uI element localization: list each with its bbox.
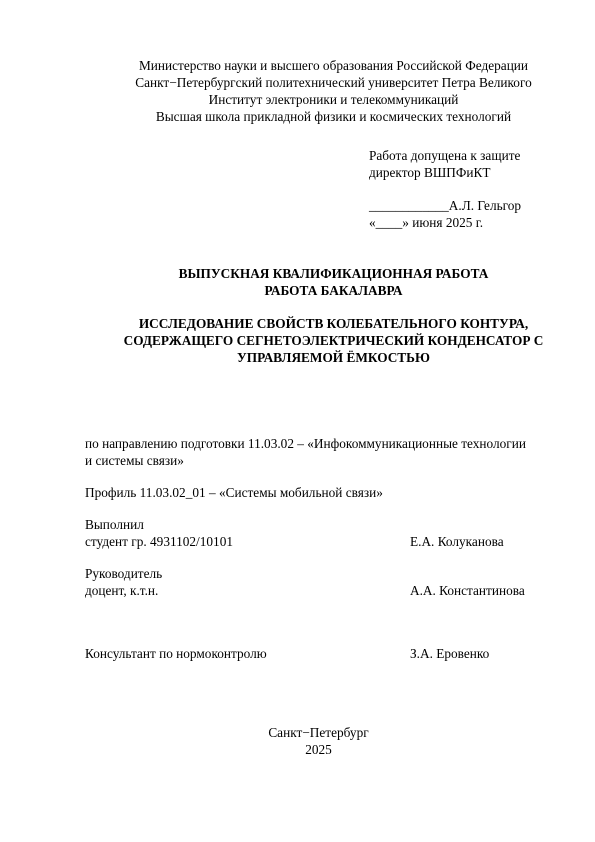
profile-text: Профиль 11.03.02_01 – «Системы мобильной связи» [85, 485, 383, 500]
approval-line: Работа допущена к защите [369, 148, 521, 163]
approval-block [369, 148, 579, 231]
director-title: директор ВШПФиКТ [369, 165, 491, 180]
supervisor-position: доцент, к.т.н. [85, 583, 159, 598]
author-position: студент гр. 4931102/10101 [85, 534, 233, 549]
direction-line-1: по направлению подготовки 11.03.02 – «Инфокоммуникационные технологии [85, 436, 526, 451]
author-name: Е.А. Колуканова [410, 534, 504, 549]
consultant-role: Консультант по нормоконтролю [85, 646, 267, 661]
organization-header [36, 58, 595, 125]
work-type-subtitle: РАБОТА БАКАЛАВРА [264, 283, 403, 298]
study-direction [85, 436, 565, 469]
author-block [85, 517, 233, 550]
university-name: Санкт−Петербургский политехнический университет Петра Великого [135, 75, 532, 90]
supervisor-block [85, 566, 162, 599]
author-role: Выполнил [85, 517, 144, 532]
consultant-name: З.А. Еровенко [410, 646, 490, 661]
institute-name: Институт электроники и телекоммуникаций [208, 92, 459, 107]
supervisor-name: А.А. Константинова [410, 583, 525, 598]
school-name: Высшая школа прикладной физики и космических технологий [155, 109, 512, 124]
work-type-title: ВЫПУСКНАЯ КВАЛИФИКАЦИОННАЯ РАБОТА [178, 266, 489, 281]
work-type-block [36, 266, 595, 299]
footer-city: Санкт−Петербург [268, 725, 369, 740]
supervisor-role: Руководитель [85, 566, 163, 581]
topic-line-1: ИССЛЕДОВАНИЕ СВОЙСТВ КОЛЕБАТЕЛЬНОГО КОНТУРА, [138, 316, 529, 331]
approval-date: «____» июня 2025 г. [369, 215, 484, 230]
direction-line-2: и системы связи» [85, 453, 184, 468]
footer-block [21, 725, 595, 758]
director-signature: ____________А.Л. Гельгор [369, 198, 522, 213]
topic-line-2: СОДЕРЖАЩЕГО СЕГНЕТОЭЛЕКТРИЧЕСКИЙ КОНДЕНСАТОР С [123, 333, 544, 348]
footer-year: 2025 [305, 742, 332, 757]
topic-line-3: УПРАВЛЯЕМОЙ ЁМКОСТЬЮ [237, 350, 430, 365]
ministry-name: Министерство науки и высшего образования Российской Федерации [138, 58, 529, 73]
study-profile [85, 485, 383, 501]
thesis-topic [36, 316, 595, 366]
